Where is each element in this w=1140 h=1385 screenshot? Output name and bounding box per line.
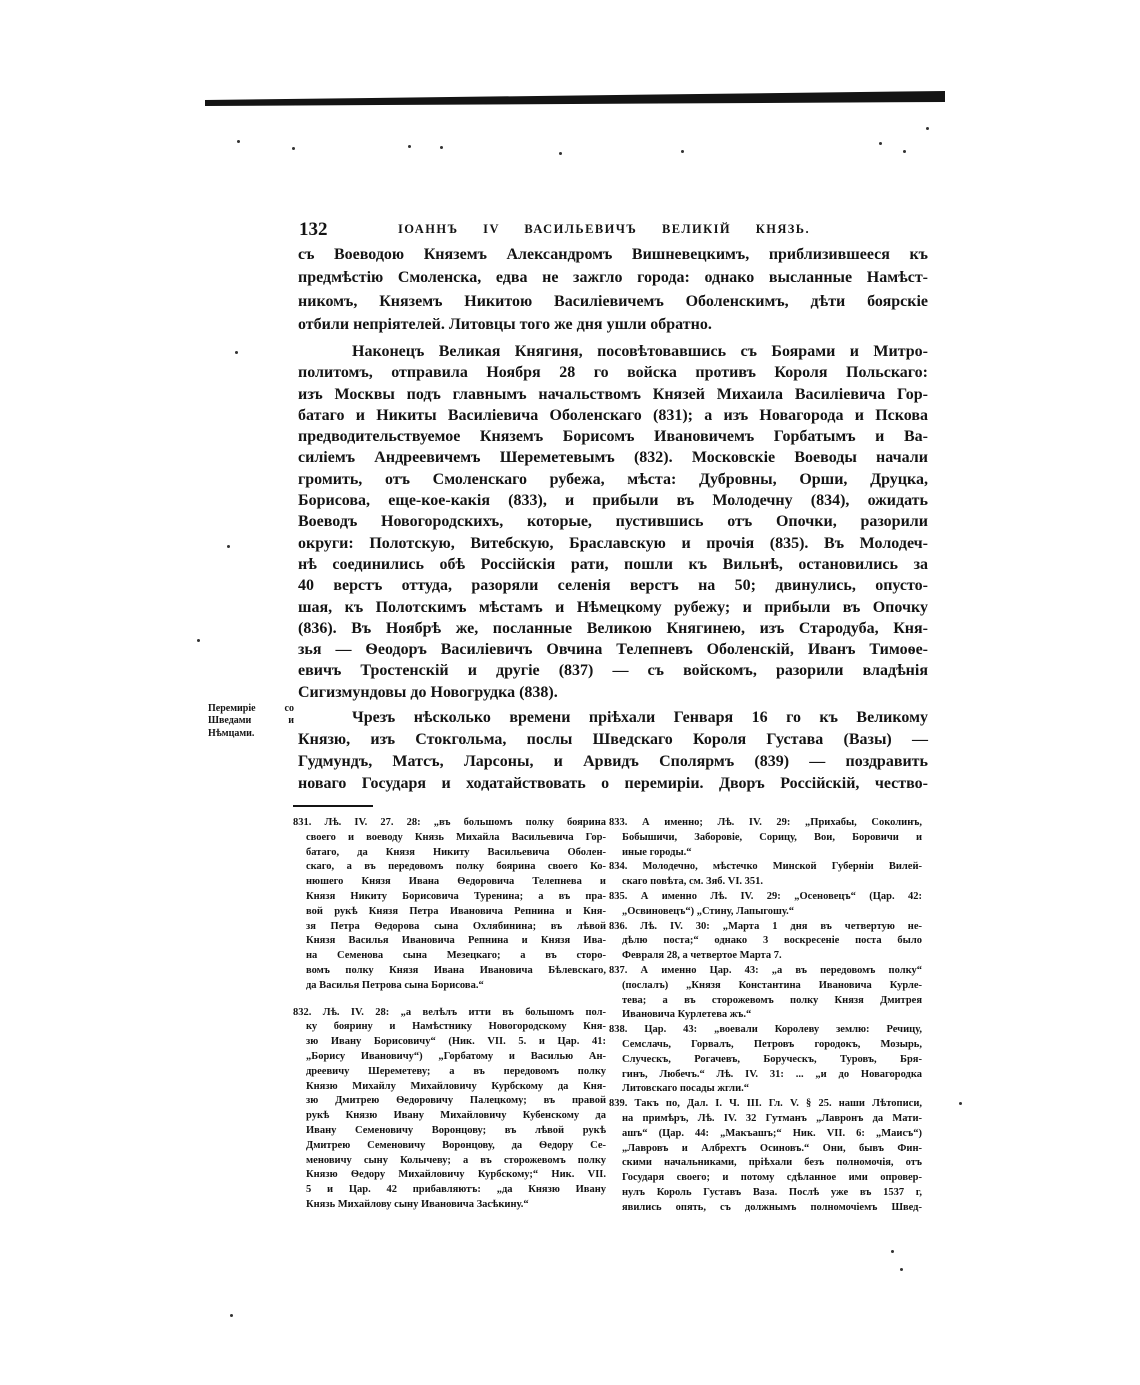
footnote-line: Князь Михайлову сыну Ивановича Засѣкину.“ <box>306 1198 529 1210</box>
main-text-line: никомъ, Княземъ Никитою Василіевичемъ Оболенскимъ, дѣти боярскіе <box>298 292 928 310</box>
footnote-line: Февраля 28, а четвертое Марта 7. <box>622 950 782 962</box>
footnote-line: 837. А именно Цар. 43: „а въ передовомъ полку“ <box>609 964 922 976</box>
footnote-line: скаго, а въ передовомъ полку боярина своего Ко- <box>306 861 606 873</box>
footnote-line: 5 и Цар. 42 прибавляютъ: „да Князю Ивану <box>306 1184 606 1196</box>
footnote-line: дреевичу Шереметеву; а въ передовомъ полку <box>306 1065 606 1077</box>
footnote-line: „Борису Ивановичу“) „Горбатому и Василью Ан- <box>306 1050 606 1062</box>
main-text-line: округи: Полотскую, Витебскую, Браславскую и прочія (835). Въ Молодеч- <box>298 534 928 552</box>
speck <box>237 140 240 143</box>
footnote-line: рукѣ Князю Ивану Михайловичу Кубенскому да <box>306 1110 606 1122</box>
footnote-line: да Василья Петрова сына Борисова.“ <box>306 979 484 991</box>
footnote <box>609 964 922 1023</box>
speck <box>197 639 200 642</box>
footnote-line: скаго повѣта, см. Зяб. VI. 351. <box>622 876 764 888</box>
footnote-line: Князю Михайлу Михайловичу Курбскому да Кня- <box>306 1080 606 1092</box>
page-number: 132 <box>299 219 328 240</box>
footnote-rule <box>293 805 373 807</box>
speck <box>292 147 295 150</box>
main-text-line: батаго и Никиты Василіевича Оболенскаго (831); а изъ Новагорода и Пскова <box>298 406 928 424</box>
footnote-line: „Лавровъ и Албрехтъ Осиновъ.“ Они, бывъ Фин- <box>622 1142 922 1154</box>
footnote-line: ку боярину и Намѣстнику Новогородскому Кня- <box>306 1021 606 1033</box>
footnote-line: „Освиновецъ“) „Стину, Лапыгошу.“ <box>622 905 794 917</box>
footnote <box>609 920 922 964</box>
footnote-line: меновичу сыну Колычеву; а въ сторожевомъ полку <box>306 1154 606 1166</box>
footnote-line: вомъ полку Князя Ивана Ивановича Бѣлевскаго, <box>306 964 606 976</box>
footnote-line: Ивану Семеновичу Воронцову; въ лѣвой рукѣ <box>306 1124 606 1136</box>
footnote-line: 835. А именно Лѣ. IV. 29: „Осеновецъ“ (Цар. 42: <box>609 890 922 902</box>
main-text-line: отбили непріятелей. Литовцы того же дня ушли обратно. <box>298 315 712 333</box>
footnote-line: Князя Василья Ивановича Репнина и Князя Ива- <box>306 935 606 947</box>
main-text-line: съ Воеводою Княземъ Александромъ Вишневецкимъ, приблизившееся къ <box>298 246 928 263</box>
footnote <box>293 816 606 994</box>
footnote-line: тева; а въ сторожевомъ полку Князя Дмитрея <box>622 994 922 1006</box>
sidenote-line: Перемиріе со <box>208 703 294 714</box>
footnote-line: на примѣръ, Лѣ. IV. 32 Гутманъ „Лавронъ да Мати- <box>622 1112 922 1124</box>
footnote-line: своего и воеводу Князь Михайла Васильевича Гор- <box>306 831 606 843</box>
footnotes-right-column <box>609 816 922 1216</box>
footnote-line: вой рукѣ Князя Петра Ивановича Репнина и Кня- <box>306 905 606 917</box>
main-text-line: Наконецъ Великая Княгиня, посовѣтовавшись съ Боярами и Митро- <box>352 343 928 360</box>
footnote-line: зя Петра Ѳедорова сына Охлябинина; въ лѣвой <box>306 920 606 932</box>
footnote-line: нулъ Король Густавъ Ваза. Послѣ уже въ 1537 г, <box>622 1186 922 1198</box>
main-text-line: Сигизмундовы до Новогрудка (838). <box>298 683 558 701</box>
speck <box>903 150 906 153</box>
footnote-line: 838. Цар. 43: „воевали Королеву землю: Речицу, <box>609 1024 922 1036</box>
footnote <box>609 816 922 860</box>
main-text-line: шая, къ Полотскимъ мѣстамъ и Нѣмецкому рубежу; и прибыли въ Опочку <box>298 598 928 616</box>
footnote <box>609 860 922 890</box>
footnote-line: Бобышичи, Заборовіе, Сорицу, Вои, Боровичи и <box>622 831 922 843</box>
sidenote-line: Нѣмцами. <box>208 727 255 739</box>
footnote-line: Князя Никиту Борисовича Туренина; а въ пра- <box>306 890 606 902</box>
sidenote-line: Шведами и <box>208 715 294 727</box>
main-text-line: нѣ соединились обѣ Россійскія рати, пошли къ Вильнѣ, остановились за <box>298 555 928 573</box>
main-text-line: Воеводъ Новогородскихъ, которые, пустившись отъ Опочки, разорили <box>298 513 928 531</box>
paragraph <box>298 341 928 703</box>
footnote-line: Литовскаго посады жгли.“ <box>622 1083 749 1095</box>
main-text-line: Гудмундъ, Матсъ, Ларсоны, и Арвидъ Сполярмъ (839) — поздравить <box>298 753 928 770</box>
paragraph <box>298 243 928 336</box>
footnote-line: Государя своего; и потому сдѣланное ими опровер- <box>622 1172 922 1184</box>
main-text-line: новаго Государя и ходатайствовать о перемиріи. Дворъ Россійскій, чество- <box>298 775 928 792</box>
speck <box>230 1314 233 1317</box>
speck <box>900 1268 903 1271</box>
footnote-line: Князю Ѳедору Михайловичу Курбскому;“ Ник. VII. <box>306 1169 606 1181</box>
speck <box>959 1102 962 1105</box>
footnote-line: (послалъ) „Князя Константина Ивановича Курле- <box>622 979 922 991</box>
main-text-line: Князю, изъ Стокгольма, послы Шведскаго Короля Густава (Вазы) — <box>298 731 928 748</box>
footnote <box>609 1023 922 1097</box>
footnote-line: 833. А именно; Лѣ. IV. 29: „Прихабы, Соколинъ, <box>609 817 922 828</box>
main-text-line: евичъ Тростенскій и другіе (837) — съ войскомъ, разорили владѣнія <box>298 662 928 680</box>
footnote-line: батаго, да Князя Никиту Васильевича Оболен- <box>306 846 606 858</box>
sidenote <box>208 703 294 740</box>
footnote <box>609 890 922 920</box>
footnotes-left-column <box>293 816 606 1213</box>
speck <box>235 351 238 354</box>
main-text-line: Борисова, еще-кое-какія (833), и прибыли въ Молодечну (834), ожидать <box>298 492 928 510</box>
speck <box>440 146 443 149</box>
footnote-line: зю Ивану Борисовичу“ (Ник. VII. 5. и Цар. 41: <box>306 1036 606 1048</box>
main-text-line: силіемъ Андреевичемъ Шереметевымъ (832). Московскіе Воеводы начали <box>298 449 928 467</box>
speck <box>879 142 882 145</box>
footnote-line: Ивановича Курлетева жъ.“ <box>622 1009 752 1021</box>
main-text-line: Чрезъ нѣсколько времени пріѣхали Генваря 16 го къ Великому <box>352 709 928 726</box>
footnote-line: иные городы.“ <box>622 846 692 858</box>
speck <box>926 127 929 130</box>
footnote-line: зю Дмитрею Ѳедоровичу Палецкому; въ правой <box>306 1095 606 1107</box>
footnote-line: 831. Лѣ. IV. 27. 28: „въ большомъ полку боярина <box>293 817 606 828</box>
top-rule <box>200 86 952 112</box>
speck <box>891 1250 894 1253</box>
speck <box>408 145 411 148</box>
speck <box>681 150 684 153</box>
footnote <box>293 1006 606 1213</box>
speck <box>227 545 230 548</box>
footnote-line: дѣлю поста;“ однако 3 воскресеніе поста было <box>622 935 922 947</box>
main-text-line: (836). Въ Ноябрѣ же, посланные Великою Княгинею, изъ Стародуба, Кня- <box>298 619 928 637</box>
speck <box>559 152 562 155</box>
footnote-line: явились опять, съ должнымъ полномочіемъ Швед- <box>622 1201 922 1213</box>
footnote-line: скими начальниками, пріѣхали безъ полномочія, отъ <box>622 1157 922 1169</box>
footnote-line: Дмитрею Семеновичу Воронцову, да Ѳедору Се- <box>306 1139 606 1151</box>
main-text-line: политомъ, отправила Ноября 28 го войска противъ Короля Польскаго: <box>298 364 928 382</box>
footnote-line: нюшего Князя Ивана Ѳедоровича Телепнева и <box>306 876 606 888</box>
footnote-line: 832. Лѣ. IV. 28: „а велѣлъ итти въ большомъ пол- <box>293 1006 606 1018</box>
paragraph <box>298 707 928 795</box>
footnote-line: 839. Такъ по, Дал. І. Ч. III. Гл. V. § 25. наши Лѣтописи, <box>609 1098 922 1110</box>
running-title: ІОАННЪ IV ВАСИЛЬЕВИЧЪ ВЕЛИКІЙ КНЯЗЬ. <box>398 222 810 236</box>
main-text-line: предводительствуемое Княземъ Борисомъ Ивановичемъ Горбатымъ и Ва- <box>298 428 928 446</box>
footnote-line: 836. Лѣ. IV. 30: „Марта 1 дня въ четвертую не- <box>609 920 922 932</box>
footnote-line: Случескъ, Рогачевъ, Боруческъ, Туровъ, Бря- <box>622 1053 922 1065</box>
main-text-line: 40 верстъ оттуда, разоряли селенія верстъ на 50; двинулись, опусто- <box>298 577 928 595</box>
footnote-line: Семслачь, Горвалъ, Петровъ городокъ, Мозырь, <box>622 1038 922 1050</box>
footnote-line: 834. Молодечно, мѣстечко Минской Губерніи Вилей- <box>609 861 922 873</box>
main-text-line: изъ Москвы подъ главнымъ начальствомъ Князей Михаила Василіевича Гор- <box>298 385 928 403</box>
footnote-line: ашъ“ (Цар. 44: „Макъашъ;“ Ник. VII. 6: „Маисъ“) <box>622 1127 922 1139</box>
footnote-line: на Семенова сына Мезецкаго; а въ сторо- <box>306 950 606 962</box>
main-text-line: зья — Ѳеодоръ Василіевичъ Овчина Телепневъ Оболенскій, Иванъ Тимоѳе- <box>298 641 928 659</box>
footnote <box>609 1097 922 1215</box>
main-text-line: громить, отъ Смоленскаго рубежа, мѣста: Дубровны, Орши, Друцка, <box>298 470 928 488</box>
main-text-line: предмѣстію Смоленска, едва не зажгло города: однако высланные Намѣст- <box>298 269 928 287</box>
footnote-line: гинъ, Любечъ.“ Лѣ. IV. 31: ... „и до Новагородка <box>622 1068 922 1080</box>
